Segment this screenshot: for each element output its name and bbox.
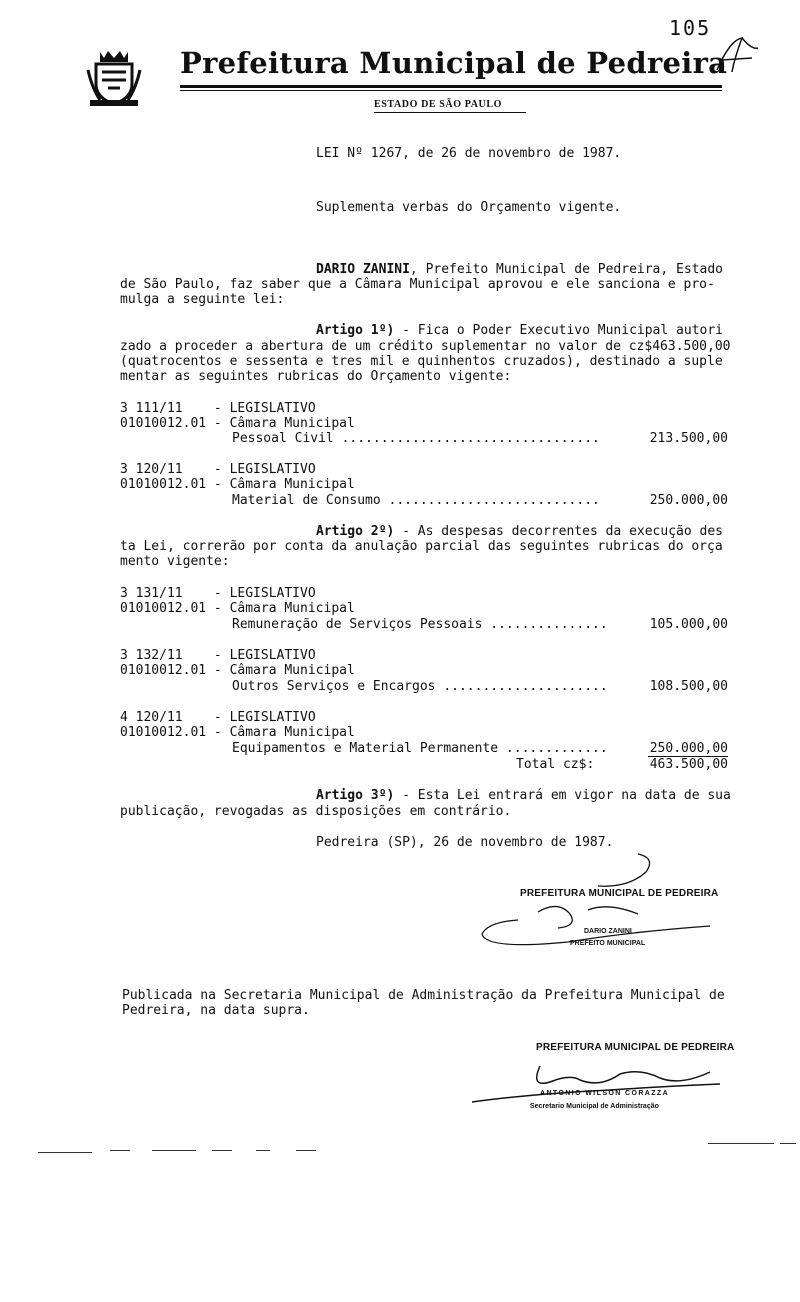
bottom-artifact-line [256,1150,270,1151]
preamble-line-2: de São Paulo, faz saber que a Câmara Municipal aprovou e ele sanciona e pro- [120,277,715,292]
header-rule-thick [180,85,722,88]
publication-line-1: Publicada na Secretaria Municipal de Administração da Prefeitura Municipal de [122,988,725,1003]
page-number: 105 [669,16,712,40]
art1-text-1: - Fica o Poder Executivo Municipal autori [394,323,724,338]
header-rule-thin [180,90,722,91]
item-code: 3 132/11 - LEGISLATIVO [120,648,316,663]
bottom-artifact-line [38,1152,92,1153]
law-number: LEI Nº 1267, de 26 de novembro de 1987. [316,146,622,161]
bottom-artifact-line [296,1150,316,1151]
art3-label: Artigo 3º) [316,788,395,803]
page-title: Prefeitura Municipal de Pedreira [180,46,728,80]
mayor-name-stamp: DARIO ZANINI [584,928,632,935]
art2-line-1 [316,524,723,540]
item-code: 3 111/11 - LEGISLATIVO [120,401,316,416]
secretary-signature-icon [470,1058,730,1108]
item-account: 01010012.01 - Câmara Municipal [120,477,355,492]
secretary-role: Secretario Municipal de Administração [530,1103,659,1110]
mayor-signature-icon [478,852,718,952]
mayor-role-stamp: PREFEITO MUNICIPAL [570,940,646,947]
item-account: 01010012.01 - Câmara Municipal [120,416,355,431]
art2-line-2: ta Lei, correrão por conta da anulação parcial das seguintes rubricas do orça [120,539,723,554]
state-underline [374,112,526,113]
art1-line-2: zado a proceder a abertura de um crédito suplementar no valor de cz$463.500,00 [120,339,731,354]
item-desc: Equipamentos e Material Permanente ............. [232,741,608,756]
item-account: 01010012.01 - Câmara Municipal [120,601,355,616]
bottom-artifact-line [212,1150,232,1151]
art2-text-1: - As despesas decorrentes da execução des [394,524,724,539]
bottom-artifact-line [110,1150,130,1151]
item-code: 4 120/11 - LEGISLATIVO [120,710,316,725]
preamble-line-3: mulga a seguinte lei: [120,292,285,307]
place-date: Pedreira (SP), 26 de novembro de 1987. [316,835,614,850]
item-code: 3 131/11 - LEGISLATIVO [120,586,316,601]
item-account: 01010012.01 - Câmara Municipal [120,725,355,740]
art1-line-3: (quatrocentos e sessenta e tres mil e quinhentos cruzados), destinado a suple [120,354,723,369]
publication-line-2: Pedreira, na data supra. [122,1003,310,1018]
bottom-artifact-line [152,1150,196,1151]
state-label: ESTADO DE SÃO PAULO [374,99,502,110]
art3-line-2: publicação, revogadas as disposições em contrário. [120,804,512,819]
art3-text-1: - Esta Lei entrará em vigor na data de sua [394,788,731,803]
item-code: 3 120/11 - LEGISLATIVO [120,462,316,477]
item-account: 01010012.01 - Câmara Municipal [120,663,355,678]
law-summary: Suplementa verbas do Orçamento vigente. [316,200,622,215]
secretary-name: ANTONIO WILSON CORAZZA [540,1090,670,1097]
art2-label: Artigo 2º) [316,524,395,539]
coat-of-arms-icon [86,48,142,108]
art1-line-4: mentar as seguintes rubricas do Orçamento vigente: [120,369,512,384]
item-desc: Pessoal Civil ................................. [232,431,600,446]
art3-line-1 [316,788,731,804]
preamble-text-1: , Prefeito Municipal de Pedreira, Estado [409,262,723,277]
item-value: 250.000,00 [649,741,728,756]
item-desc: Material de Consumo ........................... [232,493,600,508]
bottom-artifact-line [780,1143,796,1144]
item-value: 213.500,00 [649,431,728,446]
art1-label: Artigo 1º) [316,323,395,338]
total-value: 463.500,00 [649,757,728,772]
item-desc: Outros Serviços e Encargos ..................... [232,679,608,694]
art1-line-1 [316,323,723,339]
mayor-stamp: PREFEITURA MUNICIPAL DE PEDREIRA [520,888,719,899]
art2-line-3: mento vigente: [120,554,230,569]
item-desc: Remuneração de Serviços Pessoais ............... [232,617,608,632]
total-label: Total cz$: [516,757,595,772]
item-value: 250.000,00 [649,493,728,508]
mayor-name: DARIO ZANINI [316,262,410,277]
bottom-artifact-line [708,1143,774,1144]
item-value: 105.000,00 [649,617,728,632]
secretary-stamp: PREFEITURA MUNICIPAL DE PEDREIRA [536,1042,735,1053]
item-value: 108.500,00 [649,679,728,694]
preamble-line-1 [316,262,723,278]
